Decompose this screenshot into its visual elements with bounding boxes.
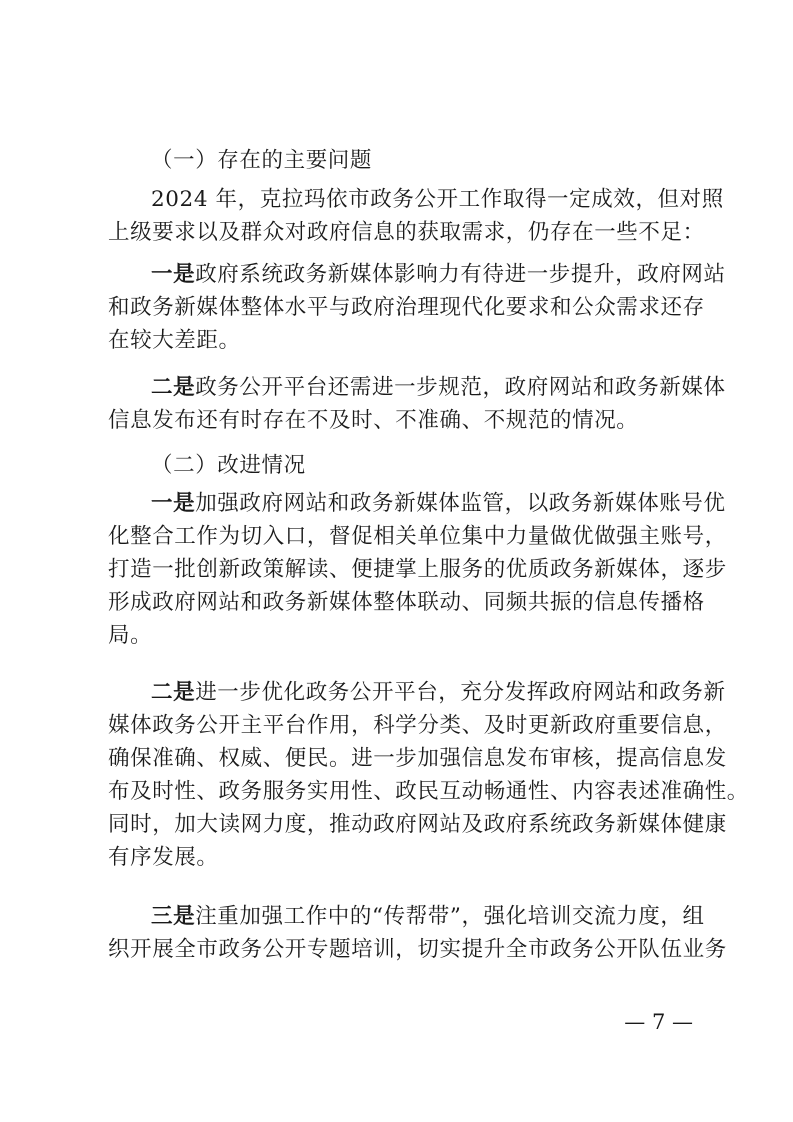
keyword-label: 一是: [151, 491, 196, 516]
text-line: 媒体政务公开主平台作用，科学分类、及时更新政府重要信息，: [108, 713, 727, 738]
section-heading-problems: （一）存在的主要问题: [151, 148, 373, 173]
text-line: 信息发布还有时存在不及时、不准确、不规范的情况。: [108, 408, 639, 433]
text-line: 有序发展。: [108, 845, 219, 870]
paragraph-problem-1: [108, 258, 726, 357]
section-heading-improvements: （二）改进情况: [151, 453, 306, 478]
text-line: [108, 371, 726, 404]
keyword-label: 二是: [151, 375, 196, 400]
text-line: [108, 900, 705, 933]
text-span: 注重加强工作中的“传帮带”，强化培训交流力度，组: [195, 904, 705, 929]
text-line: 形成政府网站和政务新媒体整体联动、同频共振的信息传播格: [108, 590, 705, 615]
keyword-label: 二是: [151, 680, 196, 705]
paragraph-improvement-2: [108, 676, 749, 874]
text-span: 政务公开平台还需进一步规范，政府网站和政务新媒体: [195, 375, 726, 400]
paragraph-intro: [108, 183, 724, 249]
text-line: [108, 676, 726, 709]
text-line: 局。: [108, 623, 153, 648]
paragraph-improvement-1: [108, 487, 727, 652]
text-line: 化整合工作为切入口，督促相关单位集中力量做优做强主账号，: [108, 524, 727, 549]
text-line: 确保准确、权威、便民。进一步加强信息发布审核，提高信息发: [108, 746, 727, 771]
text-line: 2024 年，克拉玛依市政务公开工作取得一定成效，但对照: [151, 187, 724, 212]
text-line: 同时，加大读网力度，推动政府网站及政府系统政务新媒体健康: [108, 812, 727, 837]
paragraph-problem-2: [108, 371, 726, 437]
text-line: 打造一批创新政策解读、便捷掌上服务的优质政务新媒体，逐步: [108, 557, 727, 582]
text-line: 在较大差距。: [108, 328, 241, 353]
text-span: 加强政府网站和政务新媒体监管，以政务新媒体账号优: [195, 491, 726, 516]
text-line: 和政务新媒体整体水平与政府治理现代化要求和公众需求还存: [108, 295, 705, 320]
text-line: [108, 487, 726, 520]
text-line: 布及时性、政务服务实用性、政民互动畅通性、内容表述准确性。: [108, 779, 749, 804]
text-line: 上级要求以及群众对政府信息的获取需求，仍存在一些不足：: [108, 220, 705, 245]
keyword-label: 一是: [151, 262, 196, 287]
text-span: 政府系统政务新媒体影响力有待进一步提升，政府网站: [195, 262, 726, 287]
keyword-label: 三是: [151, 904, 196, 929]
text-line: 织开展全市政务公开专题培训，切实提升全市政务公开队伍业务: [108, 937, 727, 962]
paragraph-improvement-3: [108, 900, 727, 966]
text-span: 进一步优化政务公开平台，充分发挥政府网站和政务新: [195, 680, 726, 705]
text-line: [108, 258, 726, 291]
page-number: — 7 —: [624, 1010, 693, 1034]
